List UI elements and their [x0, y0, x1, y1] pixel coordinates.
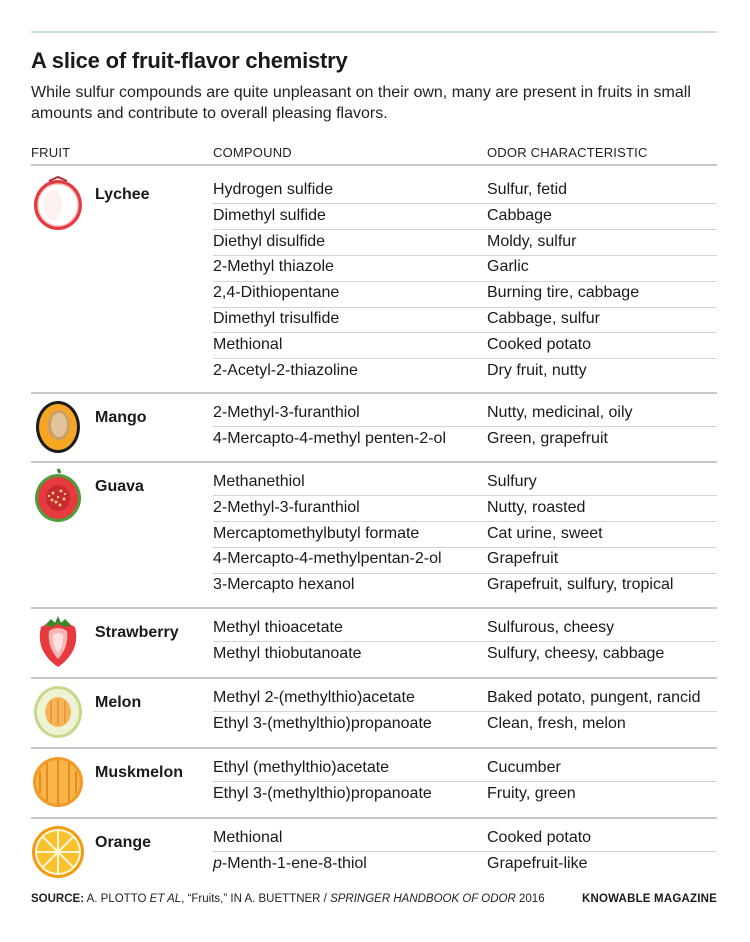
- odor-cell: Cooked potato: [487, 829, 592, 846]
- source-text: , “Fruits,” IN A. BUETTNER /: [181, 893, 327, 905]
- table-row: [213, 427, 717, 452]
- table-row: [213, 230, 717, 255]
- odor-cell: Grapefruit-like: [487, 854, 588, 872]
- odor-cell: Clean, fresh, melon: [487, 714, 626, 732]
- fruit-name: Melon: [95, 694, 142, 711]
- column-header-odor: ODOR CHARACTERISTIC: [487, 145, 648, 160]
- group-divider: [31, 461, 717, 463]
- compound-cell: 4-Mercapto-4-methylpentan-2-ol: [213, 550, 442, 568]
- compound-cell: 2-Methyl thiazole: [213, 258, 334, 276]
- top-rule: [31, 31, 717, 33]
- compound-cell: 3-Mercapto hexanol: [213, 576, 355, 594]
- page-subtitle: While sulfur compounds are quite unpleasant on their own, many are present in fruits in small amounts and contribute to overall pleasing flavors.: [31, 84, 691, 122]
- odor-cell: Cat urine, sweet: [487, 524, 603, 542]
- table-row: [213, 686, 717, 711]
- odor-cell: Garlic: [487, 258, 529, 276]
- compound-cell: Ethyl (methylthio)acetate: [213, 759, 390, 776]
- compound-cell: 2-Methyl-3-furanthiol: [213, 404, 360, 421]
- compound-cell: Methional: [213, 335, 283, 353]
- fruit-name: Orange: [95, 834, 152, 851]
- table-row: [213, 573, 717, 598]
- muskmelon-icon: [31, 753, 85, 809]
- table-row: [213, 470, 717, 495]
- table-row: [213, 642, 717, 667]
- group-divider: [31, 607, 717, 609]
- odor-cell: Cabbage: [487, 206, 552, 224]
- guava-icon: [31, 467, 85, 523]
- melon-icon: [31, 683, 85, 739]
- odor-cell: Nutty, roasted: [487, 498, 586, 516]
- compound-cell: Mercaptomethylbutyl formate: [213, 524, 420, 542]
- orange-icon: [31, 823, 85, 879]
- odor-cell: Sulfur, fetid: [487, 181, 568, 198]
- table-row: [213, 756, 717, 781]
- odor-cell: Cucumber: [487, 759, 561, 776]
- table-row: [213, 178, 717, 203]
- fruit-name: Mango: [95, 409, 147, 426]
- source-credit: [31, 893, 545, 905]
- table-row: [213, 826, 717, 851]
- compound-cell: Diethyl disulfide: [213, 232, 326, 250]
- compound-cell: Methyl 2-(methylthio)acetate: [213, 689, 415, 706]
- group-divider: [31, 747, 717, 749]
- compound-cell: 2-Methyl-3-furanthiol: [213, 498, 360, 516]
- compound-cell: 2,4-Dithiopentane: [213, 284, 340, 302]
- compound-cell: Methanethiol: [213, 473, 305, 490]
- fruit-name: Muskmelon: [95, 764, 184, 781]
- odor-cell: Cabbage, sulfur: [487, 310, 600, 327]
- table-row: [213, 496, 717, 521]
- odor-cell: Sulfurous, cheesy: [487, 619, 615, 636]
- header-rule: [31, 164, 717, 166]
- odor-cell: Fruity, green: [487, 784, 576, 802]
- table-row: [213, 547, 717, 572]
- table-row: [213, 333, 717, 358]
- compound-cell: Dimethyl sulfide: [213, 206, 326, 224]
- table-row: [213, 401, 717, 426]
- group-divider: [31, 392, 717, 394]
- table-row: [213, 616, 717, 641]
- table-row: [213, 522, 717, 547]
- table-row: [213, 782, 717, 807]
- compound-cell: Ethyl 3-(methylthio)propanoate: [213, 784, 432, 802]
- group-divider: [31, 677, 717, 679]
- column-header-compound: COMPOUND: [213, 145, 292, 160]
- page-title: A slice of fruit-flavor chemistry: [31, 48, 348, 73]
- table-row: [213, 307, 717, 332]
- odor-cell: Nutty, medicinal, oily: [487, 404, 633, 421]
- source-label: SOURCE:: [31, 893, 85, 905]
- column-header-fruit: FRUIT: [31, 145, 71, 160]
- lychee-icon: [31, 175, 85, 231]
- odor-cell: Sulfury, cheesy, cabbage: [487, 644, 665, 662]
- odor-cell: Moldy, sulfur: [487, 232, 577, 250]
- odor-cell: Cooked potato: [487, 335, 592, 353]
- compound-cell: Hydrogen sulfide: [213, 181, 334, 198]
- brand-credit: KNOWABLE MAGAZINE: [581, 893, 717, 905]
- source-et-al: ET AL: [149, 893, 182, 905]
- table-row: [213, 255, 717, 280]
- source-year: 2016: [519, 893, 545, 905]
- group-divider: [31, 817, 717, 819]
- compound-cell: Ethyl 3-(methylthio)propanoate: [213, 714, 432, 732]
- mango-icon: [31, 398, 85, 454]
- compound-cell: p-Menth-1-ene-8-thiol: [213, 854, 367, 872]
- odor-cell: Baked potato, pungent, rancid: [487, 689, 701, 706]
- table-row: [213, 852, 717, 877]
- source-author: A. PLOTTO: [86, 893, 147, 905]
- compound-cell: Methyl thioacetate: [213, 619, 343, 636]
- odor-cell: Burning tire, cabbage: [487, 284, 640, 302]
- compound-cell: Dimethyl trisulfide: [213, 310, 340, 327]
- table-row: [213, 712, 717, 737]
- odor-cell: Dry fruit, nutty: [487, 361, 587, 379]
- fruit-name: Strawberry: [95, 624, 179, 641]
- compound-cell: 4-Mercapto-4-methyl penten-2-ol: [213, 429, 446, 447]
- table-row: [213, 204, 717, 229]
- fruit-name: Guava: [95, 478, 144, 495]
- fruit-name: Lychee: [95, 186, 150, 203]
- odor-cell: Green, grapefruit: [487, 429, 608, 447]
- source-book: SPRINGER HANDBOOK OF ODOR: [330, 893, 516, 905]
- odor-cell: Grapefruit: [487, 550, 559, 568]
- odor-cell: Sulfury: [487, 473, 537, 490]
- odor-cell: Grapefruit, sulfury, tropical: [487, 576, 674, 594]
- strawberry-icon: [31, 613, 85, 669]
- compound-cell: Methyl thiobutanoate: [213, 644, 362, 662]
- compound-cell: 2-Acetyl-2-thiazoline: [213, 361, 358, 379]
- table-row: [213, 281, 717, 306]
- compound-cell: Methional: [213, 829, 283, 846]
- table-row: [213, 359, 717, 384]
